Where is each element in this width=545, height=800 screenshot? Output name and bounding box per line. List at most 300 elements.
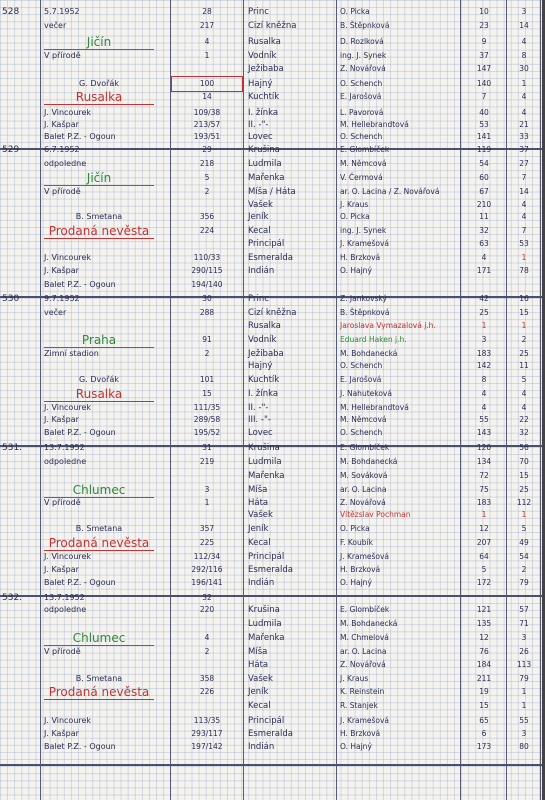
role-name: Kuchtík — [248, 92, 280, 102]
role-name: Jeník — [248, 212, 269, 222]
role-name: I. žínka — [248, 108, 279, 118]
performer-tally: 183 — [476, 349, 492, 358]
ledger-row — [0, 19, 545, 33]
performer-name: H. Brzková — [340, 729, 381, 738]
role-name: II. -"- — [248, 120, 269, 130]
performer-tally: 207 — [476, 538, 492, 547]
performer-tally: 11 — [479, 212, 489, 221]
role-name: Kuchtík — [248, 375, 280, 385]
role-name: Cizí kněžna — [248, 21, 297, 31]
performer-name: J. Nahuteková — [340, 389, 392, 398]
performer-role-tally: 14 — [519, 187, 529, 196]
performer-tally: 143 — [476, 428, 492, 437]
performer-role-tally: 4 — [521, 212, 527, 221]
performance-info: Prodaná nevěsta — [44, 685, 154, 700]
performer-tally: 42 — [479, 294, 489, 303]
performer-name: J. Kraus — [340, 200, 369, 209]
role-name: Esmeralda — [248, 729, 293, 739]
ledger-row — [0, 171, 545, 185]
role-name: Mařenka — [248, 173, 285, 183]
ledger-row — [0, 685, 545, 699]
role-name: Princ — [248, 7, 269, 17]
performer-role-tally: 11 — [519, 361, 529, 370]
performance-count: 2 — [204, 647, 210, 656]
role-name: Hajný — [248, 361, 273, 371]
performer-role-tally: 16 — [519, 294, 529, 303]
performance-count: 226 — [199, 687, 215, 696]
performance-count: 5 — [204, 173, 210, 182]
performance-info: V přírodě — [44, 498, 81, 507]
ledger-row — [0, 563, 545, 577]
performer-name: J. Kramešová — [340, 239, 390, 248]
role-name: Krušina — [248, 605, 280, 615]
performance-count: 358 — [199, 674, 215, 683]
performer-tally: 37 — [479, 51, 489, 60]
ledger-row — [0, 522, 545, 536]
performance-info: Rusalka — [44, 90, 154, 105]
performer-role-tally: 21 — [519, 120, 529, 129]
performer-tally: 120 — [476, 443, 492, 452]
ledger-row — [0, 185, 545, 199]
performance-count: 293/117 — [191, 729, 223, 738]
performer-name: ing. J. Synek — [340, 51, 387, 60]
performance-info: J. Vincourek — [44, 403, 92, 412]
performer-tally: 172 — [476, 578, 492, 587]
ledger-row — [0, 62, 545, 76]
performance-info: 5.7.1952 — [44, 7, 80, 16]
performer-tally: 173 — [476, 742, 492, 751]
performer-name: J. Kramešová — [340, 716, 390, 725]
performance-count: 4 — [204, 633, 210, 642]
role-name: Vašek — [248, 674, 273, 684]
performer-tally: 1 — [481, 510, 487, 519]
entry-number: 528 — [2, 7, 20, 17]
ledger-row — [0, 483, 545, 497]
performer-tally: 67 — [479, 187, 489, 196]
performer-tally: 141 — [476, 132, 492, 141]
role-name: Lovec — [248, 132, 273, 142]
performer-name: Z. Novářová — [340, 498, 386, 507]
ledger-row — [0, 373, 545, 387]
performer-role-tally: 57 — [519, 605, 529, 614]
ledger-row — [0, 359, 545, 373]
performer-name: R. Stanjek — [340, 701, 378, 710]
performer-role-tally: 25 — [519, 349, 529, 358]
performer-tally: 64 — [479, 552, 489, 561]
performer-name: O. Schench — [340, 428, 383, 437]
performance-count: 1 — [204, 498, 210, 507]
performance-info: Chlumec — [44, 483, 154, 498]
role-name: Principál — [248, 552, 285, 562]
performer-name: M. Chmelová — [340, 633, 389, 642]
performer-role-tally: 1 — [521, 687, 527, 696]
performer-tally: 5 — [481, 565, 487, 574]
performer-name: O. Schench — [340, 132, 383, 141]
role-name: Ludmila — [248, 457, 282, 467]
performance-count: 357 — [199, 524, 215, 533]
performer-tally: 119 — [476, 145, 492, 154]
performance-count: 111/35 — [193, 403, 221, 412]
performer-role-tally: 71 — [519, 619, 529, 628]
ledger-row — [0, 157, 545, 171]
performance-info: G. Dvořák — [79, 375, 119, 384]
performer-name: Z. Novářová — [340, 64, 386, 73]
ledger-row — [0, 426, 545, 440]
performer-role-tally: 113 — [516, 660, 532, 669]
performer-tally: 12 — [479, 633, 489, 642]
performer-role-tally: 2 — [521, 335, 527, 344]
performance-info: J. Kašpar — [44, 120, 79, 129]
performer-name: O. Picka — [340, 212, 370, 221]
ledger-row — [0, 210, 545, 224]
performer-role-tally: 15 — [519, 308, 529, 317]
performer-role-tally: 54 — [519, 552, 529, 561]
performer-role-tally: 1 — [521, 510, 527, 519]
performer-tally: 171 — [476, 266, 492, 275]
performer-role-tally: 3 — [521, 633, 527, 642]
performance-count: 196/141 — [191, 578, 223, 587]
role-name: Vašek — [248, 200, 273, 210]
performance-info: J. Vincourek — [44, 716, 92, 725]
performer-role-tally: 1 — [521, 321, 527, 330]
performer-tally: 4 — [481, 253, 487, 262]
performance-count: 28 — [202, 7, 212, 16]
entry-separator — [0, 764, 545, 766]
ledger-row — [0, 727, 545, 741]
performance-count: 289/58 — [193, 415, 221, 424]
role-name: Indián — [248, 742, 275, 752]
role-name: Jeník — [248, 524, 269, 534]
performance-info: Prodaná nevěsta — [44, 224, 154, 239]
performer-name: Vítězslav Pochman — [340, 510, 411, 519]
performer-name: Eduard Haken j.h. — [340, 335, 407, 344]
performer-tally: 4 — [481, 389, 487, 398]
performance-count: 1 — [204, 51, 210, 60]
performer-role-tally: 37 — [519, 145, 529, 154]
performer-name: E. Jarošová — [340, 92, 382, 101]
performance-count: 194/140 — [191, 280, 223, 289]
performer-name: J. Kramešová — [340, 552, 390, 561]
performer-role-tally: 15 — [519, 471, 529, 480]
performance-info: V přírodě — [44, 187, 81, 196]
role-name: Ježibaba — [248, 64, 284, 74]
performance-count: 218 — [199, 159, 215, 168]
performance-count: 3 — [204, 485, 210, 494]
performer-name: M. Bohdanecká — [340, 619, 398, 628]
ledger-row — [0, 603, 545, 617]
performer-tally: 54 — [479, 159, 489, 168]
performer-name: Z. Jankovský — [340, 294, 387, 303]
role-name: Míša — [248, 647, 268, 657]
performer-tally: 65 — [479, 716, 489, 725]
role-name: Rusalka — [248, 321, 281, 331]
performer-role-tally: 14 — [519, 21, 529, 30]
performer-role-tally: 80 — [519, 742, 529, 751]
ledger-row — [0, 237, 545, 251]
performer-role-tally: 79 — [519, 578, 529, 587]
performer-tally: 210 — [476, 200, 492, 209]
performance-info: Chlumec — [44, 631, 154, 646]
performer-name: M. Němcová — [340, 415, 387, 424]
ledger-row — [0, 536, 545, 550]
performance-count: 2 — [204, 349, 210, 358]
performer-name: H. Brzková — [340, 253, 381, 262]
role-name: Indián — [248, 578, 275, 588]
performer-tally: 184 — [476, 660, 492, 669]
ledger-row — [0, 658, 545, 672]
ledger-row — [0, 631, 545, 645]
ledger-row — [0, 278, 545, 292]
performance-count: 225 — [199, 538, 215, 547]
role-name: Principál — [248, 239, 285, 249]
ledger-row — [0, 319, 545, 333]
performer-role-tally: 4 — [521, 92, 527, 101]
performer-tally: 211 — [476, 674, 492, 683]
role-name: III. -"- — [248, 415, 271, 425]
performance-count: 112/34 — [193, 552, 221, 561]
ledger-row — [0, 672, 545, 686]
performance-info: večer — [44, 308, 67, 317]
performer-tally: 3 — [481, 335, 487, 344]
performer-name: ing. J. Synek — [340, 226, 387, 235]
performer-role-tally: 4 — [521, 200, 527, 209]
performance-info: 13.7.1952 — [44, 593, 85, 602]
performer-tally: 23 — [479, 21, 489, 30]
performer-tally: 135 — [476, 619, 492, 628]
performer-tally: 6 — [481, 729, 487, 738]
performer-tally: 9 — [481, 37, 487, 46]
performance-count: 197/142 — [191, 742, 223, 751]
performer-tally: 140 — [476, 79, 492, 88]
performance-count: 91 — [202, 335, 212, 344]
performer-tally: 76 — [479, 647, 489, 656]
performer-tally: 1 — [481, 321, 487, 330]
performer-role-tally: 26 — [519, 647, 529, 656]
role-name: Háta — [248, 660, 269, 670]
performance-info: Balet P.Z. - Ogoun — [44, 280, 116, 289]
performer-role-tally: 1 — [521, 253, 527, 262]
performer-role-tally: 22 — [519, 415, 529, 424]
role-name: II. -"- — [248, 403, 269, 413]
performance-info: Praha — [44, 333, 154, 348]
entry-number: 529 — [2, 145, 20, 155]
role-name: Indián — [248, 266, 275, 276]
performance-count: 109/38 — [193, 108, 221, 117]
ledger-row — [0, 5, 545, 19]
role-name: I. žínka — [248, 389, 279, 399]
ledger-row — [0, 714, 545, 728]
ledger-row — [0, 90, 545, 104]
performance-info: J. Vincourek — [44, 253, 92, 262]
role-name: Háta — [248, 498, 269, 508]
performance-info: Rusalka — [44, 387, 154, 402]
performer-tally: 60 — [479, 173, 489, 182]
performance-count: 2 — [204, 187, 210, 196]
role-name: Míša / Háta — [248, 187, 296, 197]
performance-info: Prodaná nevěsta — [44, 536, 154, 551]
performance-count: 29 — [202, 145, 212, 154]
performance-count: 292/116 — [191, 565, 223, 574]
ledger-row — [0, 306, 545, 320]
ledger-row — [0, 550, 545, 564]
performance-info: Jičín — [44, 35, 154, 50]
ledger-row — [0, 292, 545, 306]
performance-count: 30 — [202, 294, 212, 303]
performer-name: M. Němcová — [340, 159, 387, 168]
performance-info: B. Smetana — [75, 212, 123, 221]
role-name: Ježibaba — [248, 349, 284, 359]
performance-count: 217 — [199, 21, 215, 30]
performer-role-tally: 30 — [519, 64, 529, 73]
role-name: Principál — [248, 716, 285, 726]
performer-name: B. Štěpnková — [340, 21, 390, 30]
performance-count: 219 — [199, 457, 215, 466]
performer-role-tally: 25 — [519, 485, 529, 494]
performer-name: Z. Novářová — [340, 660, 386, 669]
role-name: Ludmila — [248, 159, 282, 169]
role-name: Vodník — [248, 335, 277, 345]
performer-name: M. Hellebrandtová — [340, 120, 409, 129]
performance-count: 356 — [199, 212, 215, 221]
performer-tally: 19 — [479, 687, 489, 696]
performer-name: H. Brzková — [340, 565, 381, 574]
performance-info: J. Kašpar — [44, 266, 79, 275]
performer-tally: 8 — [481, 375, 487, 384]
performer-role-tally: 4 — [521, 108, 527, 117]
performer-name: E. Jarošová — [340, 375, 382, 384]
performer-tally: 25 — [479, 308, 489, 317]
performer-name: K. Reinstein — [340, 687, 385, 696]
role-name: Esmeralda — [248, 253, 293, 263]
performance-count: 195/52 — [193, 428, 221, 437]
performance-info: G. Dvořák — [79, 79, 119, 88]
performer-name: F. Koubík — [340, 538, 373, 547]
performance-count: 113/35 — [193, 716, 221, 725]
performer-name: J. Kraus — [340, 674, 369, 683]
ledger-row — [0, 143, 545, 157]
performer-tally: 72 — [479, 471, 489, 480]
performance-count: 288 — [199, 308, 215, 317]
role-name: Mařenka — [248, 471, 285, 481]
performance-info: J. Vincourek — [44, 552, 92, 561]
role-name: Kecal — [248, 538, 271, 548]
performer-name: L. Pavorová — [340, 108, 384, 117]
ledger-row — [0, 77, 545, 91]
performance-info: večer — [44, 21, 67, 30]
performer-name: M. Hellebrandtová — [340, 403, 409, 412]
performer-role-tally: 1 — [521, 701, 527, 710]
ledger-row — [0, 49, 545, 63]
performer-role-tally: 3 — [521, 729, 527, 738]
performer-role-tally: 8 — [521, 51, 527, 60]
performer-role-tally: 79 — [519, 674, 529, 683]
performer-role-tally: 53 — [519, 239, 529, 248]
role-name: Esmeralda — [248, 565, 293, 575]
performance-count: 220 — [199, 605, 215, 614]
performer-name: O. Hajný — [340, 578, 372, 587]
ledger-row — [0, 35, 545, 49]
ledger-row — [0, 264, 545, 278]
performer-tally: 15 — [479, 701, 489, 710]
ledger-row — [0, 333, 545, 347]
role-name: Lovec — [248, 428, 273, 438]
performer-tally: 55 — [479, 415, 489, 424]
performer-name: E. Glombíček — [340, 605, 390, 614]
performer-tally: 53 — [479, 120, 489, 129]
role-name: Vašek — [248, 510, 273, 520]
performer-name: B. Štěpnková — [340, 308, 390, 317]
performer-role-tally: 78 — [519, 266, 529, 275]
performance-info: odpoledne — [44, 605, 87, 614]
performer-role-tally: 27 — [519, 159, 529, 168]
performer-name: O. Schench — [340, 361, 383, 370]
performer-tally: 121 — [476, 605, 492, 614]
performance-info: B. Smetana — [75, 674, 123, 683]
performance-info: J. Kašpar — [44, 729, 79, 738]
performer-role-tally: 70 — [519, 457, 529, 466]
performance-info: V přírodě — [44, 647, 81, 656]
performer-tally: 183 — [476, 498, 492, 507]
performance-info: J. Vincourek — [44, 108, 92, 117]
performer-role-tally: 33 — [519, 132, 529, 141]
performance-info: odpoledne — [44, 457, 87, 466]
performer-name: ar. O. Lacina — [340, 647, 387, 656]
performance-count: 213/57 — [193, 120, 221, 129]
performer-tally: 7 — [481, 92, 487, 101]
entry-number: 530 — [2, 294, 20, 304]
performer-role-tally: 5 — [521, 375, 527, 384]
performer-tally: 75 — [479, 485, 489, 494]
performance-count: 224 — [199, 226, 215, 235]
performance-info: B. Smetana — [75, 524, 123, 533]
performer-name: E. Glombíček — [340, 145, 390, 154]
performer-tally: 10 — [479, 7, 489, 16]
performance-info: Balet P.Z. - Ogoun — [44, 578, 116, 587]
role-name: Princ — [248, 294, 269, 304]
performance-count: 14 — [202, 92, 212, 101]
performer-tally: 63 — [479, 239, 489, 248]
role-name: Jeník — [248, 687, 269, 697]
performer-name: V. Čermová — [340, 173, 383, 182]
performer-role-tally: 4 — [521, 37, 527, 46]
ledger-row — [0, 441, 545, 455]
ledger-row — [0, 617, 545, 631]
performance-count: 101 — [199, 375, 215, 384]
performer-role-tally: 2 — [521, 565, 527, 574]
ledger-row — [0, 413, 545, 427]
performance-info: odpoledne — [44, 159, 87, 168]
ledger-row — [0, 130, 545, 144]
performer-name: ar. O. Lacina / Z. Novářová — [340, 187, 440, 196]
performer-role-tally: 1 — [521, 79, 527, 88]
entry-number: 531. — [2, 443, 23, 453]
performer-role-tally: 4 — [521, 389, 527, 398]
performance-info: Balet P.Z. - Ogoun — [44, 428, 116, 437]
ledger-row — [0, 645, 545, 659]
performer-name: M. Bohdanecká — [340, 349, 398, 358]
performance-count: 110/33 — [193, 253, 221, 262]
performer-name: ar. O. Lacina — [340, 485, 387, 494]
role-name: Vodník — [248, 51, 277, 61]
performer-name: O. Picka — [340, 524, 370, 533]
performer-role-tally: 3 — [521, 7, 527, 16]
performance-info: V přírodě — [44, 51, 81, 60]
performer-tally: 4 — [481, 403, 487, 412]
entry-number: 532. — [2, 593, 23, 603]
performance-info: 6.7.1952 — [44, 145, 80, 154]
performance-count: 32 — [202, 593, 212, 602]
role-name: Krušina — [248, 443, 280, 453]
